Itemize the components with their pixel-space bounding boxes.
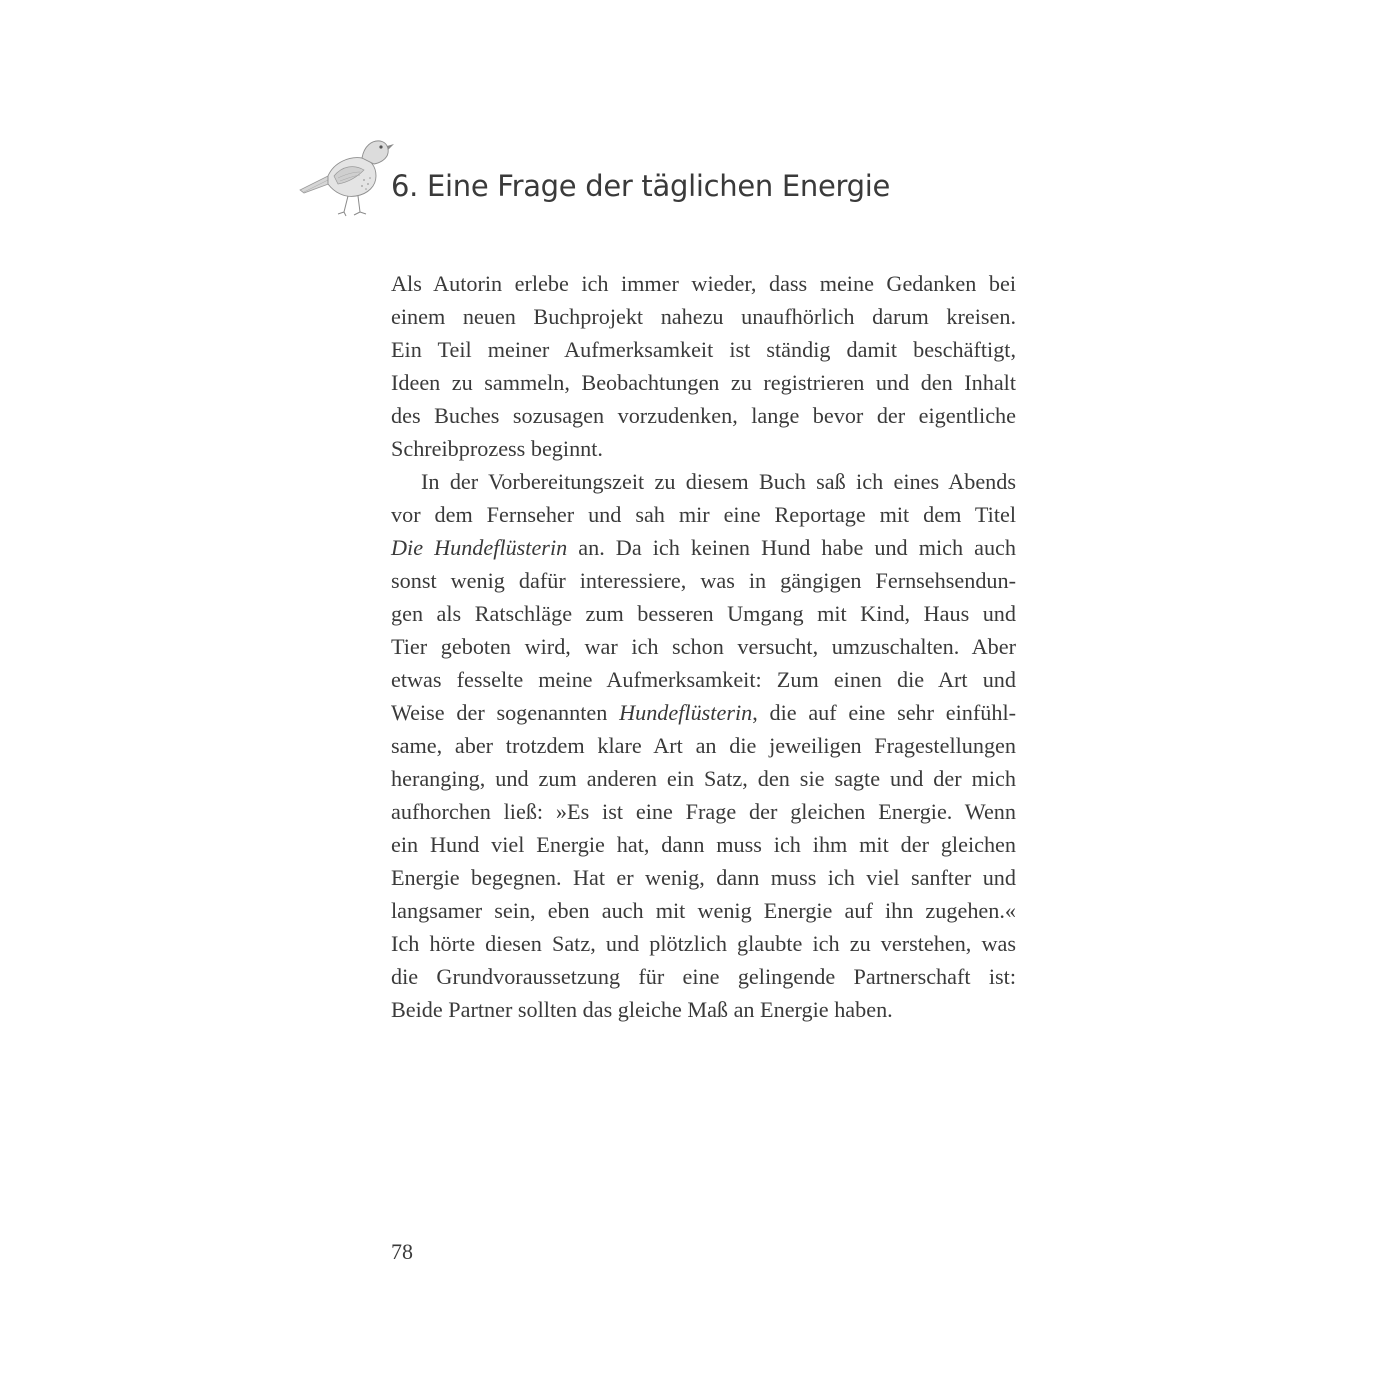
text-line: Beide Partner sollten das gleiche Maß an Energie haben. xyxy=(391,997,893,1022)
text-line: same, aber trotzdem klare Art an die jeweiligen Fragestellungen xyxy=(391,733,1016,758)
text-line: Energie begegnen. Hat er wenig, dann muss ich viel sanfter und xyxy=(391,865,1016,890)
text-line: Schreibprozess beginnt. xyxy=(391,436,603,461)
text-line: Ideen zu sammeln, Beobachtungen zu registrieren und den Inhalt xyxy=(391,370,1016,395)
text-fragment: , die auf eine sehr einfühl- xyxy=(752,700,1016,725)
text-line: Tier geboten wird, war ich schon versucht, umzuschalten. Aber xyxy=(391,634,1016,659)
italic-title: Die Hundeflüsterin xyxy=(391,535,568,560)
text-line xyxy=(391,696,1016,729)
chapter-title: 6. Eine Frage der täglichen Energie xyxy=(391,169,891,203)
text-line: heranging, und zum anderen ein Satz, den sie sagte und der mich xyxy=(391,766,1016,791)
text-line: etwas fesselte meine Aufmerksamkeit: Zum einen die Art und xyxy=(391,667,1016,692)
text-line: langsamer sein, eben auch mit wenig Energie auf ihn zugehen.« xyxy=(391,898,1016,923)
text-line: die Grundvoraussetzung für eine gelingende Partnerschaft ist: xyxy=(391,964,1016,989)
italic-title: Hundeflüsterin xyxy=(619,700,753,725)
text-line: In der Vorbereitungszeit zu diesem Buch saß ich eines Abends xyxy=(421,469,1016,494)
text-line: Als Autorin erlebe ich immer wieder, dass meine Gedanken bei xyxy=(391,271,1016,296)
text-line: Ein Teil meiner Aufmerksamkeit ist ständig damit beschäftigt, xyxy=(391,337,1016,362)
bird-icon xyxy=(298,132,394,222)
text-fragment: Weise der sogenannten xyxy=(391,700,620,725)
text-line: ein Hund viel Energie hat, dann muss ich ihm mit der gleichen xyxy=(391,832,1016,857)
text-line: Ich hörte diesen Satz, und plötzlich glaubte ich zu verstehen, was xyxy=(391,931,1016,956)
text-line: sonst wenig dafür interessiere, was in gängigen Fernsehsendun- xyxy=(391,568,1016,593)
text-line xyxy=(391,531,1016,564)
text-line: vor dem Fernseher und sah mir eine Reportage mit dem Titel xyxy=(391,502,1016,527)
text-fragment: an. Da ich keinen Hund habe und mich auch xyxy=(567,535,1016,560)
text-line: gen als Ratschläge zum besseren Umgang mit Kind, Haus und xyxy=(391,601,1016,626)
page-number: 78 xyxy=(391,1239,413,1264)
text-line: des Buches sozusagen vorzudenken, lange bevor der eigentliche xyxy=(391,403,1016,428)
text-line: einem neuen Buchprojekt nahezu unaufhörlich darum kreisen. xyxy=(391,304,1016,329)
text-line: aufhorchen ließ: »Es ist eine Frage der gleichen Energie. Wenn xyxy=(391,799,1016,824)
chapter-body-text xyxy=(391,267,1016,1026)
